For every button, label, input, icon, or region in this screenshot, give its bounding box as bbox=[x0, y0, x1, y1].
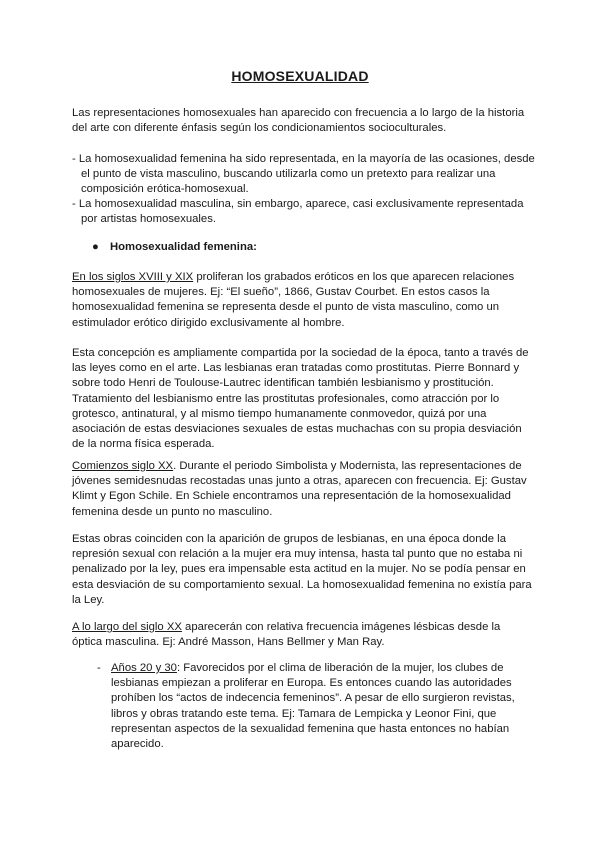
paragraph-text: aparecerán con relativa frecuencia imágenes lésbicas desde la óptica masculina. Ej: André Masson, Hans Bellmer y Man Ray. bbox=[72, 621, 501, 649]
list-item-text bbox=[111, 661, 531, 752]
dash-marker: - bbox=[97, 662, 101, 674]
paragraph-lead: Comienzos siglo XX bbox=[72, 460, 174, 472]
paragraph-lead: A lo largo del siglo XX bbox=[72, 621, 182, 633]
paragraph-concepcion: Esta concepción es ampliamente compartida por la sociedad de la época, tanto a través de las leyes como en el arte. Las lesbianas eran tratadas como prostitutas. Pierre Bonnard y sobre todo Henri de Toulouse-Lautrec identifican también lesbianismo y prostitución. Tratamiento del lesbianismo entre las prostitutas profesionales, como atracción por lo grotesco, antinatural, y al mismo tiempo humanamente conmovedor, quizá por una asociación de estas desviaciones sexuales de estas muchachas con su propia desviación de la norma física esperada. bbox=[72, 347, 529, 451]
paragraph-siglos-xviii-xix bbox=[72, 270, 532, 331]
section-heading bbox=[92, 240, 257, 255]
list-item-body: : Favorecidos por el clima de liberación de la mujer, los clubes de lesbianas empiezan a proliferar en Europa. Es entonces cuando las autoridades prohíben los “actos de indecencia femeninos”. A pesar de ello surgieron revistas, libros y obras tratando este tema. Ej: Tamara de Lempicka y Leonor Fini, que representan aspectos de la sexualidad femenina que hasta entonces no habían aparecido. bbox=[111, 662, 515, 751]
intro-paragraph: Las representaciones homosexuales han aparecido con frecuencia a lo largo de la historia del arte con diferente énfasis según los condicionamientos socioculturales. bbox=[72, 107, 525, 135]
paragraph-lead: En los siglos XVIII y XIX bbox=[72, 271, 194, 283]
point-female: - La homosexualidad femenina ha sido representada, en la mayoría de las ocasiones, desde el punto de vista masculino, buscando utilizarla como un pretexto para realizar una composición erótica-homosexual. bbox=[72, 153, 535, 196]
paragraph-largo-siglo-xx bbox=[72, 620, 532, 650]
list-item-lead: Años 20 y 30 bbox=[111, 662, 177, 674]
bullet-icon: ● bbox=[92, 241, 99, 253]
paragraph-siglo-xx bbox=[72, 459, 532, 520]
paragraph-text: . Durante el periodo Simbolista y Modernista, las representaciones de jóvenes semidesnudas recostadas unas junto a otras, aparecen con frecuencia. Ej: Gustav Klimt y Egon Schile. En Schiele encontramos una representación de la homosexualidad femenina desde un punto no masculino. bbox=[72, 460, 527, 518]
paragraph-text: proliferan los grabados eróticos en los que aparecen relaciones homosexuales de mujeres. Ej: “El sueño”, 1866, Gustav Courbet. En estos casos la homosexualidad femenina se representa desde el punto de vista masculino, como un estimulador erótico dirigido exclusivamente al hombre. bbox=[72, 271, 515, 329]
page-title: HOMOSEXUALIDAD bbox=[231, 68, 369, 84]
section-heading-label: Homosexualidad femenina: bbox=[110, 241, 257, 253]
point-male: - La homosexualidad masculina, sin embargo, aparece, casi exclusivamente representada por artistas homosexuales. bbox=[72, 198, 524, 226]
paragraph-grupos-lesbianas: Estas obras coinciden con la aparición de grupos de lesbianas, en una época donde la represión sexual con relación a la mujer era muy intensa, hasta tal punto que no estaba ni penalizado por la ley, pues era impensable esta actitud en la mujer. No se podía pensar en esta desviación de su comportamiento sexual. La homosexualidad femenina no existía para la Ley. bbox=[72, 533, 532, 606]
